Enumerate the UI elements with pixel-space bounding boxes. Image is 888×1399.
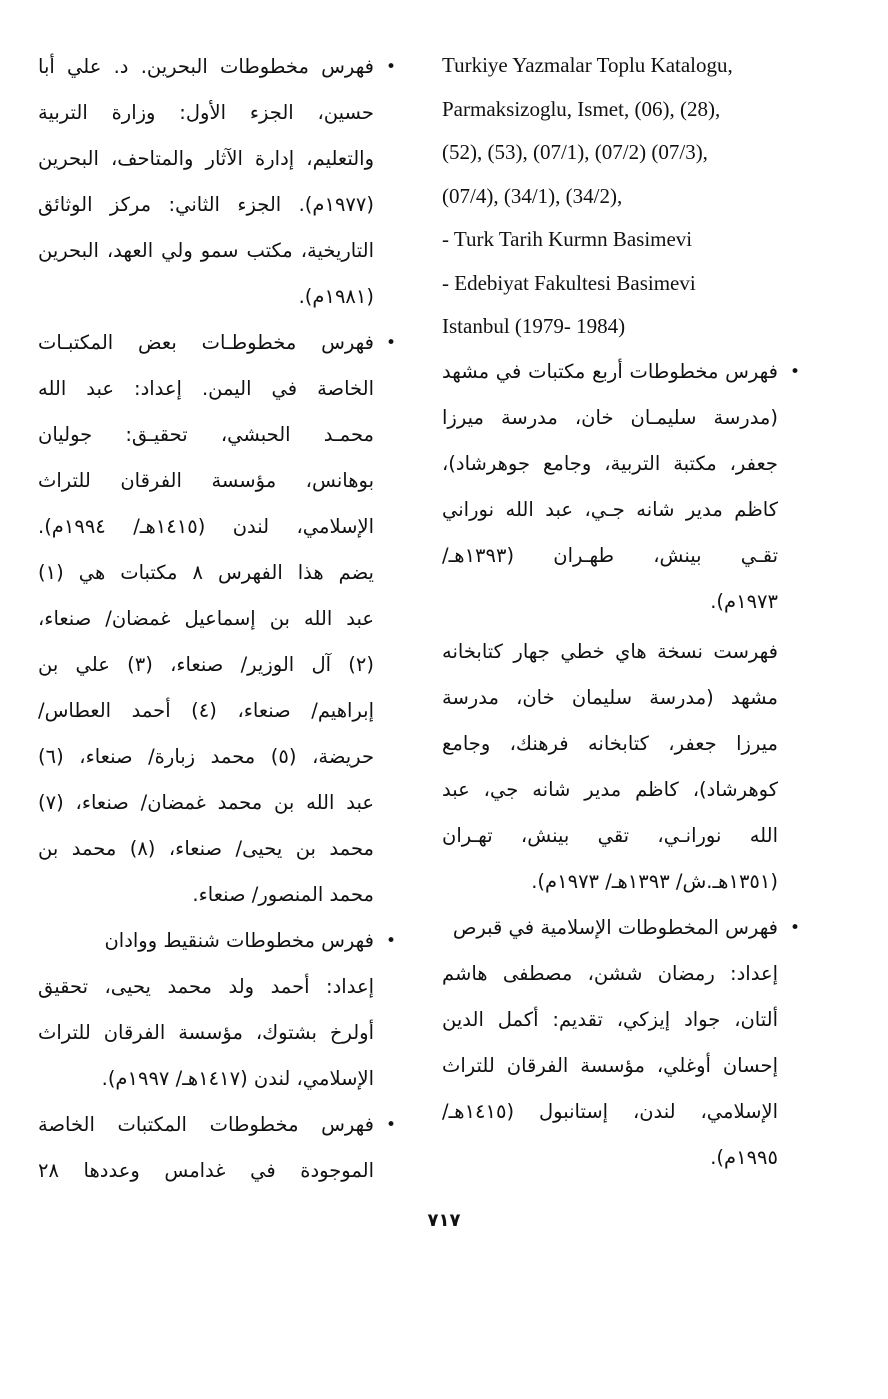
text-line [38, 780, 374, 826]
text-line [38, 1148, 374, 1194]
line-text: الإسلامي، لندن (١٤١٧هـ/ ١٩٩٧م). [101, 1067, 374, 1090]
latin-text-line: (52), (53), (07/1), (07/2) (07/3), [442, 140, 708, 164]
text-line [442, 579, 778, 625]
line-text: فهرس مخطوطـات بعض المكتبـات [38, 331, 374, 354]
text-line [38, 872, 374, 918]
latin-text-line: Istanbul (1979- 1984) [442, 314, 626, 338]
line-text: محمد بن يحيى/ صنعاء، (٨) محمد بن [38, 837, 374, 860]
text-line [38, 734, 374, 780]
line-text: فهرس مخطوطات شنقيط ووادان [104, 929, 374, 952]
line-text: (١٩٧٧م). الجزء الثاني: مركز الوثائق [38, 193, 374, 216]
text-line [38, 596, 374, 642]
latin-text-line: Parmaksizoglu, Ismet, (06), (28), [442, 96, 721, 121]
left-column [38, 44, 396, 1194]
text-line [442, 1089, 778, 1135]
text-line [38, 504, 374, 550]
bullet-icon: • [385, 931, 396, 951]
line-text: تقـي بينش، طهـران (١٣٩٣هـ/ [442, 543, 778, 567]
line-text: عبد الله بن إسماعيل غمضان/ صنعاء، [38, 607, 374, 630]
line-text: حريضة، (٥) محمد زبارة/ صنعاء، (٦) [38, 745, 374, 768]
right-column [442, 44, 800, 1181]
line-text: ١٩٩٥م). [710, 1145, 778, 1169]
line-text: كاظم مدير شانه جـي، عبد الله نوراني [442, 497, 778, 521]
page-number: ٧١٧ [427, 1210, 461, 1231]
text-line [38, 964, 374, 1010]
line-text: ١٩٧٣م). [710, 589, 778, 613]
line-text: فهرس مخطوطات البحرين. د. علي أبا [38, 55, 374, 78]
text-line [38, 1056, 374, 1102]
line-text: (٢) آل الوزير/ صنعاء، (٣) علي بن [38, 653, 374, 676]
line-text: إبراهيم/ صنعاء، (٤) أحمد العطاس/ [38, 699, 374, 722]
line-text: الخاصة في اليمن. إعداد: عبد الله [38, 377, 374, 400]
text-line [442, 1043, 778, 1089]
text-line [38, 366, 374, 412]
text-line [38, 90, 374, 136]
line-text: الله نورانـي، تقي بينش، تهـران [442, 823, 778, 847]
text-line [442, 813, 778, 859]
line-text: حسين، الجزء الأول: وزارة التربية [38, 101, 374, 124]
text-line [38, 136, 374, 182]
text-line [38, 550, 374, 596]
arabic-entries-block [442, 349, 800, 1181]
bullet-icon: • [385, 57, 396, 77]
latin-reference-block [442, 44, 778, 349]
line-text: الموجودة في غدامس وعددها ٢٨ [38, 1159, 374, 1182]
line-text: الإسلامي، لندن، إستانبول (١٤١٥هـ/ [442, 1099, 778, 1123]
text-line [38, 642, 374, 688]
line-text: التاريخية، مكتب سمو ولي العهد، البحرين [38, 239, 374, 262]
latin-text-line: - Edebiyat Fakultesi Basimevi [442, 270, 696, 295]
bullet-icon: • [789, 917, 800, 938]
line-text: ميرزا جعفر، كتابخانه فرهنك، وجامع [442, 731, 778, 755]
bullet-icon: • [385, 1115, 396, 1135]
line-text: عبد الله بن محمد غمضان/ صنعاء، (٧) [38, 791, 374, 814]
line-text: كوهرشاد)، كاظم مدير شانه جي، عبد [442, 777, 778, 801]
text-line [442, 629, 778, 675]
line-text: ألتان، جواد إيزكي، تقديم: أكمل الدين [442, 1007, 778, 1031]
line-text: إحسان أوغلي، مؤسسة الفرقان للتراث [442, 1053, 778, 1077]
line-text: فهرس المخطوطات الإسلامية في قبرص [452, 915, 778, 939]
text-line [38, 1010, 374, 1056]
text-line [442, 487, 778, 533]
text-line [38, 274, 374, 320]
text-line [442, 721, 778, 767]
line-text: إعداد: رمضان ششن، مصطفى هاشم [442, 961, 778, 985]
text-line [442, 441, 778, 487]
bullet-entry-first-line [38, 1102, 396, 1148]
bullet-entry-first-line [38, 44, 396, 90]
line-text: جعفر، مكتبة التربية، وجامع جوهرشاد)، [442, 451, 778, 475]
line-text: والتعليم، إدارة الآثار والمتاحف، البحرين [38, 147, 374, 170]
text-line [442, 675, 778, 721]
text-line [442, 859, 778, 905]
line-text: فهرست نسخة هاي خطي جهار كتابخانه [442, 639, 778, 663]
line-text: يضم هذا الفهرس ٨ مكتبات هي (١) [38, 561, 374, 584]
text-line [442, 533, 778, 579]
text-line [442, 1135, 778, 1181]
text-line [442, 997, 778, 1043]
line-text: الإسلامي، لندن (١٤١٥هـ/ ١٩٩٤م). [38, 515, 374, 538]
line-text: أولرخ بشتوك، مؤسسة الفرقان للتراث [38, 1021, 374, 1044]
bullet-entry-first-line [442, 349, 800, 395]
text-line [442, 395, 778, 441]
line-text: (١٩٨١م). [298, 285, 374, 308]
line-text: فهرس مخطوطات المكتبات الخاصة [38, 1113, 374, 1136]
line-text: (١٣٥١هـ.ش/ ١٣٩٣هـ/ ١٩٧٣م). [531, 869, 778, 893]
line-text: فهرس مخطوطات أربع مكتبات في مشهد [442, 359, 778, 383]
bullet-entry-first-line [38, 320, 396, 366]
text-line [38, 412, 374, 458]
line-text: محمـد الحبشي، تحقيـق: جوليان [38, 423, 374, 446]
text-line [442, 951, 778, 997]
text-line [442, 767, 778, 813]
text-line [38, 228, 374, 274]
text-line [38, 688, 374, 734]
text-line [38, 182, 374, 228]
line-text: محمد المنصور/ صنعاء. [192, 883, 374, 906]
latin-text-line: (07/4), (34/1), (34/2), [442, 183, 623, 208]
bullet-entry-first-line [442, 905, 800, 951]
latin-text-line: Turkiye Yazmalar Toplu Katalogu, [442, 53, 733, 77]
line-text: مشهد (مدرسة سليمان خان، مدرسة [442, 685, 778, 709]
bullet-entry-first-line [38, 918, 396, 964]
latin-text-line: - Turk Tarih Kurmn Basimevi [442, 227, 693, 251]
line-text: إعداد: أحمد ولد محمد يحيى، تحقيق [38, 975, 374, 998]
bullet-icon: • [385, 333, 396, 353]
line-text: (مدرسة سليمـان خان، مدرسة ميرزا [442, 405, 778, 429]
text-line [38, 458, 374, 504]
text-line [38, 826, 374, 872]
line-text: بوهانس، مؤسسة الفرقان للتراث [38, 469, 374, 492]
bullet-icon: • [789, 361, 800, 382]
